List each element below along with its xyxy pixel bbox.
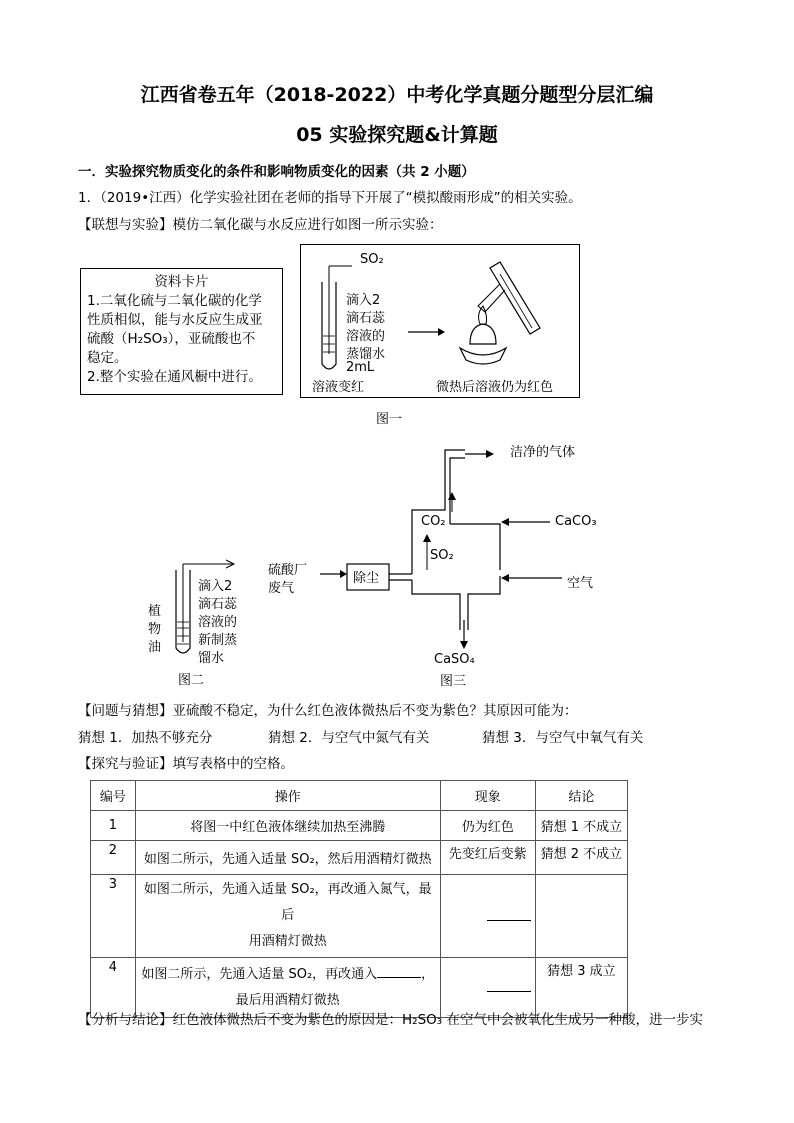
answer-blank[interactable] [487, 908, 531, 921]
row-operation-line: 如图二所示，先通入适量 SO₂，再改通入 ， [141, 966, 435, 982]
table-header: 编号 [91, 781, 136, 811]
row-phenomenon: 仍为红色 [440, 811, 535, 841]
fig1-right-caption: 微热后溶液仍为红色 [436, 380, 554, 395]
fig2-oil-label: 植 [148, 604, 162, 619]
experiment-table [90, 780, 628, 1018]
fig1-drip-line: 2mL [346, 360, 375, 375]
analysis-conclusion: 【分析与结论】红色液体微热后不变为紫色的原因是：H₂SO₃ 在空气中会被氧化生成另一种酸，进一步实 [78, 1012, 703, 1028]
row-operation: 将图一中红色液体继续加热至沸腾 [135, 811, 440, 841]
fig1-drip-line: 滴入2 [346, 293, 381, 308]
fig1-drip-line: 蒸馏水 [346, 347, 386, 362]
row-operation-line: 用酒精灯微热 [248, 934, 327, 949]
explore-verify: 【探究与验证】填写表格中的空格。 [78, 756, 294, 772]
row-conclusion: 猜想 2 不成立 [535, 841, 627, 875]
fig3-label: 图三 [440, 674, 467, 689]
fig1-left-caption: 溶液变红 [312, 380, 365, 395]
row-number: 4 [91, 958, 136, 1018]
row-number: 2 [91, 841, 136, 875]
info-card-line: 性质相似，能与水反应生成亚 [87, 312, 263, 328]
row-phenomenon: 先变红后变紫 [440, 841, 535, 875]
fig1-so2-label: SO₂ [360, 252, 384, 267]
association-experiment: 【联想与实验】模仿二氧化碳与水反应进行如图一所示实验： [78, 217, 443, 233]
fig3-air: 空气 [567, 576, 594, 591]
fig2-drip-line: 馏水 [198, 651, 225, 666]
row-operation-line: 如图二所示，先通入适量 SO₂，再改通入氮气，最后 [143, 882, 432, 923]
question-intro: 1．（2019•江西）化学实验社团在老师的指导下开展了“模拟酸雨形成”的相关实验。 [78, 190, 582, 206]
fig2-label: 图二 [178, 673, 205, 688]
row-number: 3 [91, 875, 136, 958]
row-conclusion: 猜想 3 成立 [535, 958, 627, 1018]
fig2-oil-label: 物 [148, 622, 162, 637]
table-row [91, 841, 628, 875]
fig3-dust-removal: 除尘 [353, 571, 380, 586]
row-operation: 如图二所示，先通入适量 SO₂，然后用酒精灯微热 [135, 841, 440, 875]
fig3-so2: SO₂ [430, 548, 454, 563]
table-header: 结论 [535, 781, 627, 811]
info-card-line: 稳定。 [87, 350, 128, 366]
table-header: 现象 [440, 781, 535, 811]
fig3-caso4: CaSO₄ [434, 652, 475, 667]
fig3-caco3: CaCO₃ [555, 514, 597, 529]
fig1-drip-line: 溶液的 [346, 329, 386, 344]
row-conclusion: 猜想 1 不成立 [535, 811, 627, 841]
fig1-label: 图一 [376, 412, 403, 427]
row-conclusion [535, 875, 627, 958]
row-operation-line: 最后用酒精灯微热 [235, 992, 340, 1008]
fig2-drip-line: 滴入2 [198, 579, 233, 594]
info-card [80, 268, 283, 395]
fig3-clean-gas: 洁净的气体 [510, 445, 576, 460]
figure-1-drawing [300, 244, 580, 398]
fig2-oil-label: 油 [148, 640, 162, 655]
fig1-drip-line: 滴石蕊 [346, 311, 386, 326]
info-card-line: 1.二氧化硫与二氧化碳的化学 [87, 293, 262, 309]
info-card-line: 2.整个实验在通风橱中进行。 [87, 369, 262, 385]
figure-3-drawing [300, 430, 630, 670]
row-number: 1 [91, 811, 136, 841]
page-subtitle: 05 实验探究题&计算题 [296, 124, 498, 146]
table-row [91, 875, 628, 958]
row-phenomenon-blank[interactable] [440, 875, 535, 958]
fig2-drip-line: 新制蒸 [198, 633, 238, 648]
guess-1: 猜想 1．加热不够充分 [78, 730, 213, 746]
fig3-waste-gas: 硫酸厂 [268, 563, 308, 578]
answer-blank[interactable] [377, 965, 421, 978]
info-card-heading: 资料卡片 [154, 274, 209, 290]
table-row [91, 811, 628, 841]
fig3-co2: CO₂ [421, 514, 446, 529]
guess-2: 猜想 2．与空气中氮气有关 [268, 730, 430, 746]
fig3-waste-gas: 废气 [268, 581, 295, 596]
info-card-line: 硫酸（H₂SO₃），亚硫酸也不 [87, 331, 256, 347]
row-operation [135, 875, 440, 958]
answer-blank[interactable] [487, 979, 531, 992]
fig2-drip-line: 溶液的 [198, 615, 238, 630]
question-guess: 【问题与猜想】亚硫酸不稳定，为什么红色液体微热后不变为紫色？其原因可能为： [78, 703, 578, 719]
section-heading: 一．实验探究物质变化的条件和影响物质变化的因素（共 2 小题） [78, 164, 475, 180]
table-header: 操作 [135, 781, 440, 811]
page-title: 江西省卷五年（2018-2022）中考化学真题分题型分层汇编 [140, 84, 654, 106]
guess-3: 猜想 3．与空气中氧气有关 [482, 730, 644, 746]
fig2-drip-line: 滴石蕊 [198, 597, 238, 612]
